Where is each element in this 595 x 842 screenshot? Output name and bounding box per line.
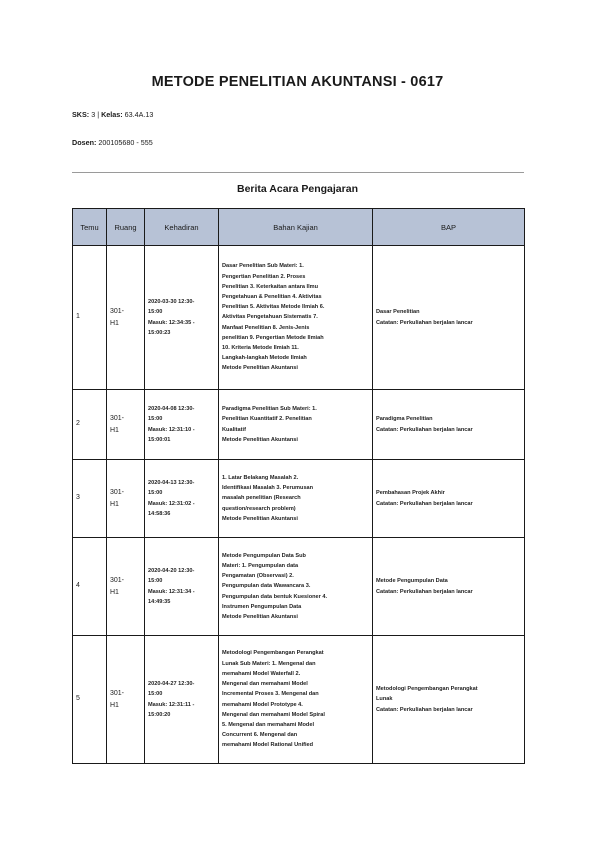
- cell-kehadiran-line: 15:00: [148, 416, 163, 423]
- cell-ruang: [107, 390, 145, 460]
- cell-kehadiran-line: Masuk: 12:31:11 -: [148, 701, 195, 708]
- cell-temu: 3: [73, 460, 107, 538]
- cell-bahan-kajian-line: Materi: 1. Pengumpulan data: [222, 562, 299, 569]
- section-title: Berita Acara Pengajaran: [236, 183, 358, 195]
- table-row: [73, 636, 525, 764]
- cell-bap-line: Catatan: Perkuliahan berjalan lancar: [376, 500, 473, 507]
- cell-bap: [373, 636, 525, 764]
- lecturer-info: [72, 138, 153, 147]
- cell-bahan-kajian: [219, 636, 373, 764]
- cell-bahan-kajian-line: Identifikasi Masalah 3. Perumusan: [222, 485, 314, 492]
- cell-bahan-kajian-line: memahami Model Prototype 4.: [222, 701, 303, 708]
- cell-bahan-kajian-line: Metode Penelitian Akuntansi: [222, 515, 298, 522]
- cell-bap-line: Lunak: [376, 696, 393, 703]
- cell-bap-line: Metodologi Pengembangan Perangkat: [376, 686, 478, 693]
- dosen-label: Dosen:: [72, 138, 97, 147]
- cell-bahan-kajian-line: masalah penelitian (Research: [222, 495, 301, 502]
- cell-bahan-kajian-line: Incremental Proses 3. Mengenal dan: [222, 691, 319, 698]
- cell-bahan-kajian: [219, 246, 373, 390]
- cell-kehadiran-line: Masuk: 12:34:35 -: [148, 319, 195, 326]
- divider: [72, 172, 524, 173]
- cell-ruang-line: H1: [110, 588, 119, 596]
- cell-bap-line: Catatan: Perkuliahan berjalan lancar: [376, 706, 473, 713]
- cell-kehadiran-line: 14:49:35: [148, 598, 171, 605]
- column-header-kehadiran: Kehadiran: [145, 209, 219, 246]
- cell-bahan-kajian-line: 10. Kriteria Metode Ilmiah 11.: [222, 345, 299, 351]
- cell-ruang-line: H1: [110, 500, 119, 508]
- cell-bap-line: Metode Pengumpulan Data: [376, 578, 448, 585]
- cell-bahan-kajian-line: Concurrent 6. Mengenal dan: [222, 732, 298, 739]
- cell-bahan-kajian-line: Kualitatif: [222, 426, 246, 433]
- cell-bahan-kajian-line: Manfaat Penelitian 8. Jenis-Jenis: [222, 324, 310, 331]
- cell-bap: [373, 538, 525, 636]
- cell-bahan-kajian-line: Dasar Penelitian Sub Materi: 1.: [222, 263, 304, 270]
- cell-kehadiran-line: 2020-04-13 12:30-: [148, 480, 195, 487]
- cell-kehadiran-line: 2020-04-20 12:30-: [148, 568, 195, 575]
- cell-bahan-kajian-line: memahami Model Rational Unified: [222, 742, 314, 749]
- cell-bap: [373, 460, 525, 538]
- cell-bap: [373, 246, 525, 390]
- cell-ruang-line: 301-: [110, 307, 125, 315]
- cell-ruang-line: 301-: [110, 576, 125, 584]
- cell-kehadiran-line: Masuk: 12:31:34 -: [148, 588, 195, 595]
- table-row: [73, 538, 525, 636]
- dosen-value: 200105680 - 555: [98, 138, 153, 147]
- cell-bahan-kajian-line: Pengumpulan data Wawancara 3.: [222, 583, 311, 590]
- table-row: [73, 460, 525, 538]
- cell-bahan-kajian-line: Penelitian 5. Aktivitas Metode Ilmiah 6.: [222, 304, 325, 311]
- cell-ruang-line: 301-: [110, 488, 125, 496]
- cell-ruang: [107, 636, 145, 764]
- cell-kehadiran: [145, 390, 219, 460]
- teaching-record-table: [72, 208, 525, 764]
- cell-bahan-kajian-line: Penelitian Kuantitatif 2. Penelitian: [222, 416, 312, 423]
- column-header-bahan-kajian: Bahan Kajian: [219, 209, 373, 246]
- cell-temu: 4: [73, 538, 107, 636]
- cell-bahan-kajian-line: Metode Penelitian Akuntansi: [222, 614, 298, 620]
- column-header-temu: Temu: [73, 209, 107, 246]
- cell-kehadiran-line: 15:00: [148, 490, 163, 497]
- cell-bahan-kajian-line: Aktivitas Pengetahuan Sistematis 7.: [222, 314, 318, 321]
- cell-bahan-kajian: [219, 390, 373, 460]
- table-header-row: [73, 209, 525, 246]
- cell-ruang-line: 301-: [110, 414, 125, 422]
- kelas-label: Kelas:: [101, 110, 123, 119]
- cell-kehadiran-line: 2020-03-30 12:30-: [148, 299, 195, 306]
- cell-kehadiran-line: Masuk: 12:31:10 -: [148, 426, 195, 433]
- cell-bap-line: Dasar Penelitian: [376, 309, 420, 316]
- cell-bap-line: Paradigma Penelitian: [376, 416, 433, 423]
- table-row: [73, 390, 525, 460]
- cell-ruang: [107, 460, 145, 538]
- cell-bahan-kajian-line: question/research problem): [222, 505, 296, 512]
- cell-bap-line: Catatan: Perkuliahan berjalan lancar: [376, 588, 473, 595]
- cell-kehadiran-line: 2020-04-27 12:30-: [148, 681, 195, 688]
- cell-bahan-kajian-line: Pengetahuan & Penelitian 4. Aktivitas: [222, 293, 322, 300]
- document-title: METODE PENELITIAN AKUNTANSI - 0617: [151, 74, 444, 90]
- cell-bahan-kajian-line: Metode Penelitian Akuntansi: [222, 436, 298, 443]
- cell-bahan-kajian-line: Langkah-langkah Metode Ilmiah: [222, 355, 307, 362]
- cell-kehadiran-line: 15:00: [148, 691, 163, 698]
- cell-bahan-kajian-line: 5. Mengenal dan memahami Model: [222, 721, 315, 728]
- cell-bahan-kajian-line: Penelitian 3. Keterkaitan antara Ilmu: [222, 283, 319, 290]
- sks-label: SKS:: [72, 110, 90, 119]
- cell-kehadiran-line: Masuk: 12:31:02 -: [148, 500, 195, 507]
- cell-bap: [373, 390, 525, 460]
- cell-bahan-kajian-line: Pengumpulan data bentuk Kuesioner 4.: [222, 593, 328, 600]
- cell-ruang-line: H1: [110, 701, 119, 709]
- course-info: [72, 110, 153, 119]
- cell-ruang-line: H1: [110, 426, 119, 434]
- cell-bahan-kajian-line: Pengertian Penelitian 2. Proses: [222, 273, 306, 280]
- cell-ruang-line: 301-: [110, 689, 125, 697]
- column-header-ruang: Ruang: [107, 209, 145, 246]
- cell-kehadiran-line: 15:00: [148, 309, 163, 316]
- cell-bahan-kajian-line: memahami Model Waterfall 2.: [222, 670, 301, 677]
- cell-bahan-kajian: [219, 538, 373, 636]
- cell-bahan-kajian-line: Metodologi Pengembangan Perangkat: [222, 650, 324, 657]
- cell-bap-line: Catatan: Perkuliahan berjalan lancar: [376, 319, 473, 326]
- cell-kehadiran: [145, 636, 219, 764]
- cell-kehadiran-line: 15:00: [148, 578, 163, 585]
- sks-value: 3: [91, 110, 96, 119]
- cell-kehadiran: [145, 460, 219, 538]
- cell-bahan-kajian-line: Lunak Sub Materi: 1. Mengenal dan: [222, 660, 316, 667]
- cell-bahan-kajian-line: Pengamatan (Observasi) 2.: [222, 573, 294, 580]
- cell-ruang: [107, 538, 145, 636]
- table-row: [73, 246, 525, 390]
- cell-kehadiran-line: 15:00:01: [148, 436, 171, 443]
- cell-bahan-kajian-line: Mengenal dan memahami Model Spiral: [222, 711, 325, 718]
- separator: |: [97, 110, 100, 119]
- cell-kehadiran-line: 15:00:20: [148, 711, 171, 718]
- cell-bahan-kajian-line: Instrumen Pengumpulan Data: [222, 603, 302, 610]
- cell-temu: 2: [73, 390, 107, 460]
- cell-kehadiran: [145, 246, 219, 390]
- cell-bap-line: Pembahasan Projek Akhir: [376, 490, 445, 497]
- column-header-bap: BAP: [373, 209, 525, 246]
- cell-bahan-kajian-line: Metode Penelitian Akuntansi: [222, 365, 298, 372]
- kelas-value: 63.4A.13: [124, 110, 154, 119]
- cell-temu: 1: [73, 246, 107, 390]
- cell-ruang-line: H1: [110, 319, 119, 327]
- cell-kehadiran-line: 2020-04-08 12:30-: [148, 406, 195, 413]
- cell-bahan-kajian-line: penelitian 9. Pengertian Metode Ilmiah: [222, 334, 324, 341]
- cell-bahan-kajian-line: Paradigma Penelitian Sub Materi: 1.: [222, 406, 317, 413]
- cell-bahan-kajian-line: Mengenal dan memahami Model: [222, 681, 308, 688]
- cell-temu: 5: [73, 636, 107, 764]
- cell-bahan-kajian-line: 1. Latar Belakang Masalah 2.: [222, 474, 299, 481]
- cell-kehadiran-line: 15:00:23: [148, 329, 171, 336]
- cell-kehadiran: [145, 538, 219, 636]
- cell-bahan-kajian-line: Metode Pengumpulan Data Sub: [222, 552, 306, 559]
- cell-bap-line: Catatan: Perkuliahan berjalan lancar: [376, 426, 473, 433]
- cell-bahan-kajian: [219, 460, 373, 538]
- cell-ruang: [107, 246, 145, 390]
- cell-kehadiran-line: 14:58:36: [148, 510, 171, 517]
